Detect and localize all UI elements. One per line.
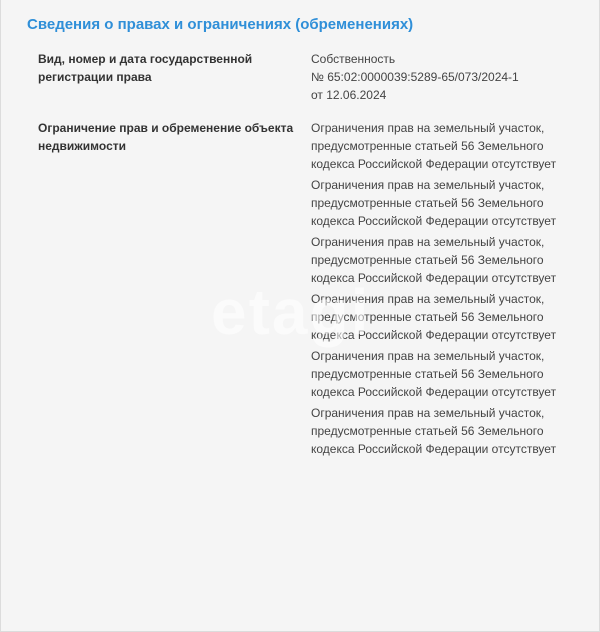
- rights-registration-row: [38, 50, 578, 104]
- rights-registration-values: [311, 50, 578, 104]
- registration-date: от 12.06.2024: [311, 88, 387, 102]
- restriction-item: Ограничения прав на земельный участок, предусмотренные статьей 56 Земельного кодекса Российской Федерации отсутствует: [311, 178, 557, 228]
- restrictions-label: Ограничение прав и обременение объекта недвижимости: [38, 121, 294, 153]
- watermark-logo: etagi: [211, 276, 371, 348]
- registration-number: № 65:02:0000039:5289-65/073/2024-1: [311, 70, 519, 84]
- restrictions-list: [311, 119, 578, 461]
- rights-registration-label: Вид, номер и дата государственной регистрации права: [38, 52, 253, 84]
- restriction-item: Ограничения прав на земельный участок, предусмотренные статьей 56 Земельного кодекса Российской Федерации отсутствует: [311, 349, 557, 399]
- right-type: Собственность: [311, 52, 396, 66]
- restriction-item: Ограничения прав на земельный участок, предусмотренные статьей 56 Земельного кодекса Российской Федерации отсутствует: [311, 406, 557, 456]
- restriction-item: Ограничения прав на земельный участок, предусмотренные статьей 56 Земельного кодекса Российской Федерации отсутствует: [311, 235, 557, 285]
- restriction-item: Ограничения прав на земельный участок, предусмотренные статьей 56 Земельного кодекса Российской Федерации отсутствует: [311, 121, 557, 171]
- restrictions-row: [38, 119, 578, 461]
- restriction-item: Ограничения прав на земельный участок, предусмотренные статьей 56 Земельного кодекса Российской Федерации отсутствует: [311, 292, 557, 342]
- section-title: Сведения о правах и ограничениях (обременениях): [27, 16, 414, 33]
